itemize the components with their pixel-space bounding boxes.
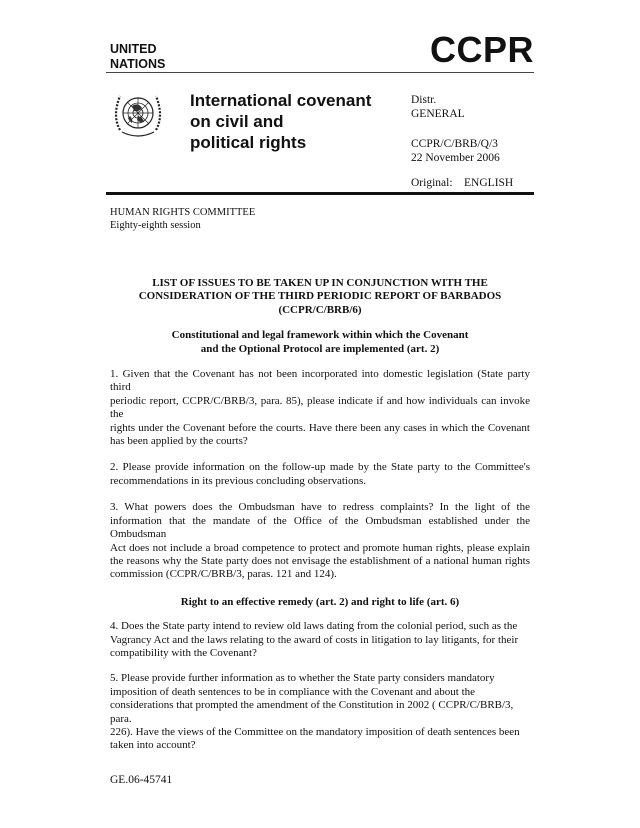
un-wordmark <box>110 42 165 72</box>
text-line: Vagrancy Act and the laws relating to the award of costs in litigation to lay litigants, for their <box>110 633 519 646</box>
original-value: ENGLISH <box>464 177 514 189</box>
text-line: Act does not include a broad competence to protect and promote human rights, please explain <box>110 541 530 554</box>
committee-session: Eighty-eighth session <box>110 219 201 231</box>
text-line: taken into account? <box>110 739 196 752</box>
section-heading-line: Constitutional and legal framework within which the Covenant <box>171 329 469 342</box>
text-line: commission (CCPR/C/BRB/3, paras. 121 and 124). <box>110 568 337 581</box>
title-line: political rights <box>190 133 307 152</box>
original-label: Original: <box>411 177 453 189</box>
text-line: compatibility with the Covenant? <box>110 646 257 659</box>
title-line: International covenant <box>190 91 372 110</box>
committee-name: HUMAN RIGHTS COMMITTEE <box>110 207 256 218</box>
header-thick-rule <box>106 192 534 195</box>
section-heading <box>110 596 530 609</box>
text-line: considerations that prompted the amendment of the Constitution in 2002 ( CCPR/C/BRB/3, para. <box>110 699 514 725</box>
header-divider <box>106 72 534 73</box>
text-line: periodic report, CCPR/C/BRB/3, para. 85), please indicate if and how individuals can invoke the <box>110 394 530 421</box>
committee-info <box>110 207 530 232</box>
main-title-line: CONSIDERATION OF THE THIRD PERIODIC REPORT OF BARBADOS <box>138 290 502 303</box>
un-emblem-icon <box>108 86 168 142</box>
paragraph-3 <box>110 501 530 581</box>
main-title-line: (CCPR/C/BRB/6) <box>278 303 362 316</box>
section-heading-line: Right to an effective remedy (art. 2) and right to life (art. 6) <box>180 595 460 608</box>
main-title-line: LIST OF ISSUES TO BE TAKEN UP IN CONJUNCTION WITH THE <box>152 277 488 289</box>
document-series-symbol: CCPR <box>430 29 535 70</box>
text-line: 3. What powers does the Ombudsman have to redress complaints? In the light of the <box>110 501 530 514</box>
paragraph-2 <box>110 461 530 488</box>
text-line: 1. Given that the Covenant has not been incorporated into domestic legislation (State party third <box>110 368 530 394</box>
text-line: the reasons why the State party does not envisage the establishment of a national human rights <box>110 554 530 567</box>
text-line: has been applied by the courts? <box>110 435 248 448</box>
distr-label: Distr. <box>411 94 437 106</box>
original-language <box>411 177 513 191</box>
document-body <box>110 207 530 807</box>
paragraph-4 <box>110 620 530 660</box>
text-line: 226). Have the views of the Committee on the mandatory imposition of death sentences been <box>110 725 520 738</box>
doc-date: 22 November 2006 <box>411 151 500 164</box>
text-line: 2. Please provide information on the follow-up made by the State party to the Committee's <box>110 461 530 474</box>
covenant-title <box>190 90 371 153</box>
text-line: 4. Does the State party intend to review old laws dating from the colonial period, such as the <box>110 620 518 633</box>
job-number: GE.06-45741 <box>110 773 173 786</box>
paragraph-1 <box>110 368 530 448</box>
text-line: imposition of death sentences to be in compliance with the Covenant and about the <box>110 685 476 698</box>
org-line1: UNITED <box>110 42 157 56</box>
org-line2: NATIONS <box>110 57 166 71</box>
text-line: 5. Please provide further information as to whether the State party considers mandatory <box>110 672 495 685</box>
text-line: information that the mandate of the Office of the Ombudsman established under the Ombudsman <box>110 514 530 541</box>
text-line: rights under the Covenant before the courts. Have there been any cases in which the Covenant <box>110 421 530 434</box>
paragraph-5 <box>110 672 530 752</box>
title-line: on civil and <box>190 112 284 131</box>
doc-symbol: CCPR/C/BRB/Q/3 <box>411 138 498 150</box>
main-title <box>110 277 530 317</box>
distribution-block <box>411 94 465 121</box>
section-heading <box>110 329 530 356</box>
text-line: recommendations in its previous concluding observations. <box>110 474 367 487</box>
distr-value: GENERAL <box>411 107 465 120</box>
section-heading-line: and the Optional Protocol are implemented (art. 2) <box>200 342 440 355</box>
symbol-date-block <box>411 138 500 165</box>
